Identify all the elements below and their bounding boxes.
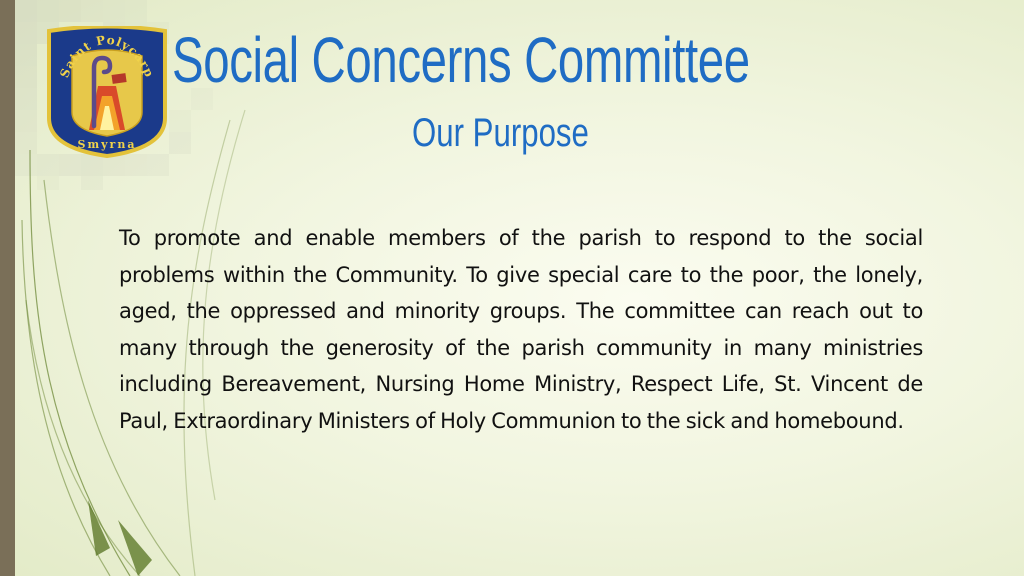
- slide-title: Social Concerns Committee: [172, 24, 750, 96]
- purpose-paragraph: To promote and enable members of the parish to respond to the social problems within the Community. To give special care to the poor, the lonely, aged, the oppressed and minority groups. The committee can reach out to many through the generosity of the parish community in many ministries including Bereavement, Nursing Home Ministry, Respect Life, St. Vincent de Paul, Extraordinary Ministers of Holy Communion to the sick and homebound.: [119, 226, 923, 433]
- slide-subtitle: Our Purpose: [412, 111, 589, 155]
- logo-top-text: Saint Polycarp: [57, 32, 157, 80]
- saint-polycarp-logo: [44, 26, 170, 160]
- logo-bottom-text: Smyrna: [77, 138, 137, 151]
